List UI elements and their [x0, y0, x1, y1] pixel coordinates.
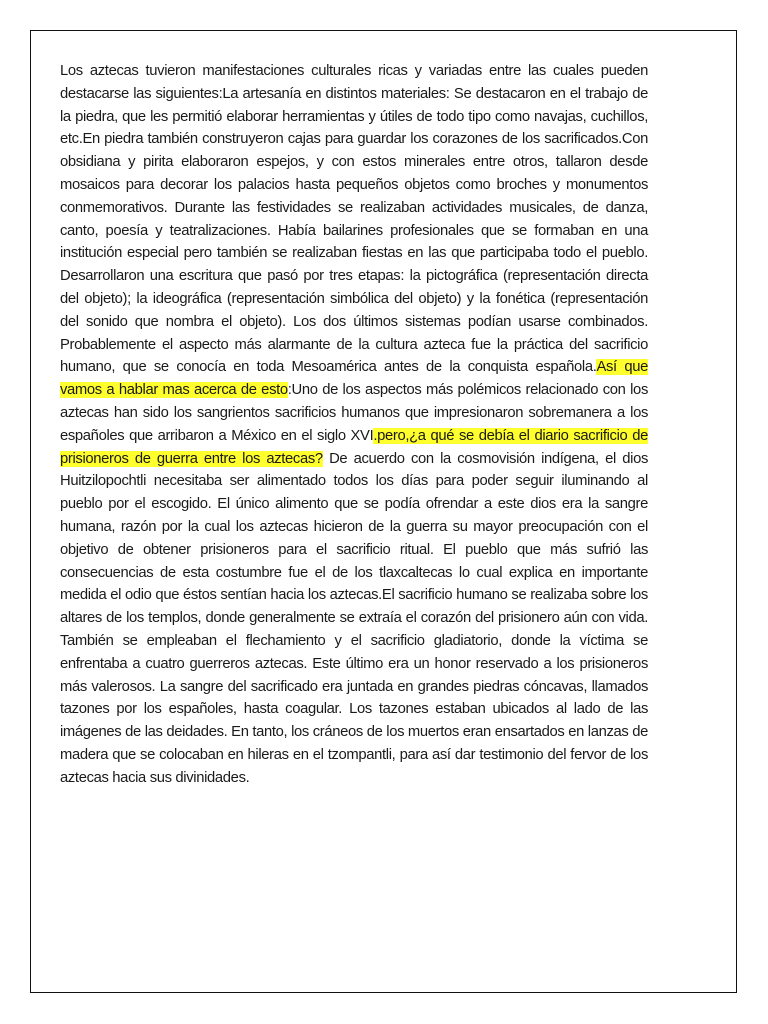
- text-segment: Los aztecas tuvieron manifestaciones culturales ricas y variadas entre las cuales pueden destacarse las siguientes:La artesanía en distintos materiales: Se destacaron en el trabajo de la piedra, que les permitió elaborar herramientas y útiles de todo tipo como navajas, cuchillos, etc.En piedra también construyeron cajas para guardar los corazones de los sacrificados.Con obsidiana y pirita elaboraron espejos, y con estos minerales entre otros, tallaron desde mosaicos para decorar los palacios hasta pequeños objetos como broches y monumentos conmemorativos. Durante las festividades se realizaban actividades musicales, de danza, canto, poesía y teatralizaciones. Había bailarines profesionales que se formaban en una institución especial pero también se realizaban fiestas en las que participaba todo el pueblo. Desarrollaron una escritura que pasó por tres etapas: la pictográfica (representación directa del objeto); la ideográfica (representación simbólica del objeto) y la fonética (representación del sonido que nombra el objeto). Los dos últimos sistemas podían usarse combinados. Probablemente el aspecto más alarmante de la cultura azteca fue la práctica del sacrificio humano, que se conocía en toda Mesoamérica antes de la conquista española.: [60, 63, 648, 376]
- text-segment: De acuerdo con la cosmovisión indígena, el dios Huitzilopochtli necesitaba ser alimentado todos los días para poder seguir iluminando al pueblo por el escogido. El único alimento que se podía ofrendar a este dios era la sangre humana, razón por la cual los aztecas hicieron de la guerra su mayor preocupación con el objetivo de obtener prisioneros para el sacrificio ritual. El pueblo que más sufrió las consecuencias de esta costumbre fue el de los tlaxcaltecas lo cual explica en importante medida el odio que éstos sentían hacia los aztecas.El sacrificio humano se realizaba sobre los altares de los templos, donde generalmente se extraía el corazón del prisionero aún con vida. También se empleaban el flechamiento y el sacrificio gladiatorio, donde la víctima se enfrentaba a cuatro guerreros aztecas. Este último era un honor reservado a los prisioneros más valerosos. La sangre del sacrificado era juntada en grandes piedras cóncavas, llamados tazones por los españoles, hasta coagular. Los tazones estaban ubicados al lado de las imágenes de las deidades. En tanto, los cráneos de los muertos eran ensartados en lanzas de madera que se colocaban en hileras en el tzompantli, para así dar testimonio del fervor de los aztecas hacia sus divinidades.: [60, 450, 648, 786]
- highlighted-text: Así que vamos a hablar mas acerca de esto: [60, 359, 648, 399]
- highlighted-question: .pero,¿a qué se debía el diario sacrificio de prisioneros de guerra entre los aztecas?: [60, 427, 649, 467]
- body-text: [60, 60, 648, 790]
- text-segment: :Uno de los aspectos más polémicos relacionado con los aztecas han sido los sangrientos sacrificios humanos que impresionaron sobremanera a los españoles que arribaron a México en el siglo XVI: [60, 382, 648, 444]
- paragraph: [60, 60, 648, 790]
